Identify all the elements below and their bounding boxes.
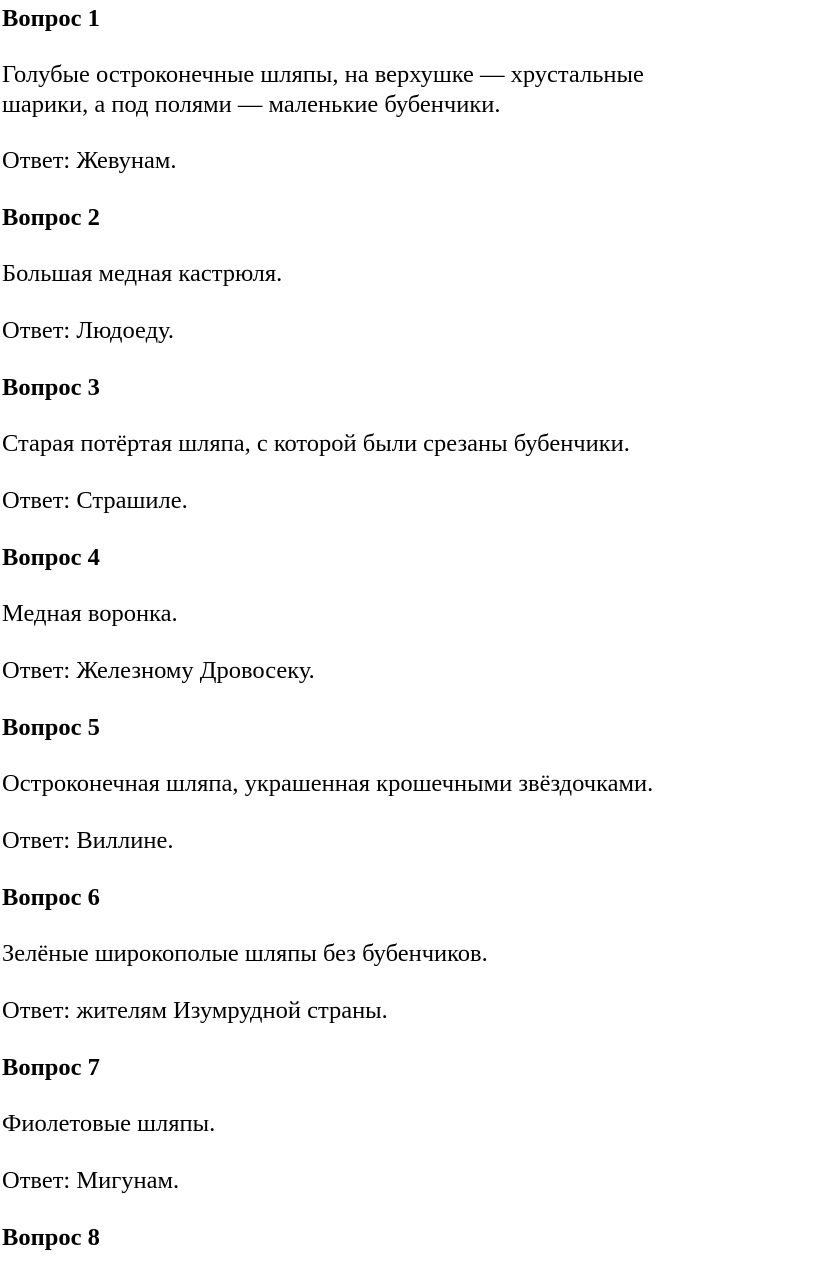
question-text: Большая медная кастрюля. — [2, 260, 283, 287]
question-heading: Вопрос 6 — [2, 884, 100, 911]
question-heading: Вопрос 8 — [2, 1224, 100, 1251]
question-heading: Вопрос 7 — [2, 1054, 100, 1081]
question-answer: Ответ: Виллине. — [2, 827, 174, 854]
question-answer: Ответ: Страшиле. — [2, 487, 188, 514]
question-answer: Ответ: Железному Дровосеку. — [2, 657, 315, 684]
question-heading: Вопрос 1 — [2, 5, 100, 32]
question-text: шарики, а под полями — маленькие бубенчики. — [2, 91, 501, 118]
question-heading: Вопрос 4 — [2, 544, 100, 571]
question-heading: Вопрос 5 — [2, 714, 100, 741]
question-answer: Ответ: Людоеду. — [2, 317, 174, 344]
question-text: Голубые остроконечные шляпы, на верхушке — хрустальные — [2, 61, 644, 88]
question-answer: Ответ: Мигунам. — [2, 1167, 180, 1194]
question-text: Старая потёртая шляпа, с которой были срезаны бубенчики. — [2, 430, 630, 457]
question-text: Остроконечная шляпа, украшенная крошечными звёздочками. — [2, 770, 654, 797]
question-answer: Ответ: Жевунам. — [2, 147, 177, 174]
question-text: Медная воронка. — [2, 600, 178, 627]
question-heading: Вопрос 3 — [2, 374, 100, 401]
question-heading: Вопрос 2 — [2, 204, 100, 231]
question-text: Фиолетовые шляпы. — [2, 1110, 216, 1137]
question-text: Зелёные широкополые шляпы без бубенчиков. — [2, 940, 488, 967]
question-answer: Ответ: жителям Изумрудной страны. — [2, 997, 388, 1024]
